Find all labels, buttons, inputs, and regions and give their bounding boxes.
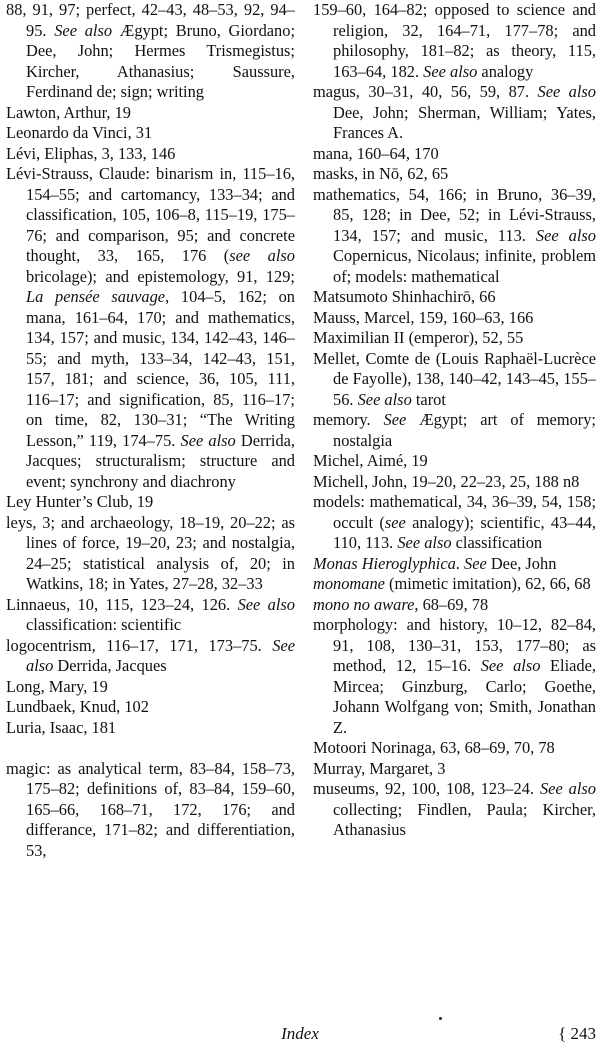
index-entry-italic: See — [383, 410, 407, 429]
index-entry-text: classification — [451, 533, 543, 552]
index-entry-italic: See also — [26, 635, 295, 675]
index-entry — [313, 554, 596, 575]
index-entry-text: Copernicus, Nicolaus; infinite, problem of; models: mathematical — [333, 246, 596, 286]
index-entry — [313, 164, 596, 185]
index-entry — [313, 308, 596, 329]
index-entry — [313, 82, 596, 144]
index-entry-text: analogy); scientific, 43–44, 110, 113. — [333, 512, 596, 552]
index-entry-text: leys, 3; and archaeology, 18–19, 20–22; as lines of force, 19–20, 23; and nostalgia, 24–25; statistical analysis of, 20; in Watkins, 18; in Yates, 27–28, 32–33 — [6, 512, 295, 593]
index-entry-text: , 104–5, 162; on mana, 161–64, 170; and mathematics, 134, 157; and music, 134, 142–43, 146–55; and myth, 133–34, 142–43, 151, 157, 181; and science, 36, 105, 111, 116–17; and signification, 85, 116–17; on time, 82, 130–31; “The Writing Lesson,” 119, 174–75. — [26, 287, 296, 450]
index-entry-text: Ley Hunter’s Club, 19 — [6, 492, 154, 511]
index-entry-italic: See also — [237, 594, 296, 614]
index-entry-text: Derrida, Jacques; structuralism; structure and event; synchrony and diachrony — [26, 430, 296, 491]
index-entry — [313, 328, 596, 349]
index-entry-text: analogy — [477, 61, 534, 81]
index-entry — [6, 595, 295, 636]
index-entry — [313, 144, 596, 165]
index-entry-text: masks, in Nō, 62, 65 — [313, 164, 449, 183]
index-entry — [6, 718, 295, 739]
index-entry-text: Lundbaek, Knud, 102 — [6, 697, 149, 716]
index-entry — [6, 0, 295, 103]
index-entry — [313, 185, 596, 288]
index-entry-text: memory. — [313, 410, 384, 429]
index-entry-italic: La pensée sauvage — [26, 287, 166, 306]
index-entry-text: Leonardo da Vinci, 31 — [6, 123, 153, 142]
index-entry-italic: See also — [480, 656, 541, 675]
index-entry-italic: See also — [397, 533, 452, 552]
index-entry-text: classification: scientific — [26, 615, 182, 634]
index-entry-italic: See also — [539, 779, 596, 798]
index-entry-text: (mimetic imitation), 62, 66, 68 — [384, 574, 591, 593]
index-entry-text: Lévi, Eliphas, 3, 133, 146 — [6, 143, 176, 163]
index-entry — [313, 738, 596, 759]
index-entry-text: Long, Mary, 19 — [6, 676, 108, 696]
index-entry — [6, 144, 295, 165]
index-entry-text: Ægypt; art of memory; nostalgia — [333, 410, 596, 450]
index-entry-text: Matsumoto Shinhachirō, 66 — [313, 287, 496, 306]
index-entry-text: collecting; Findlen, Paula; Kircher, Athanasius — [333, 799, 596, 839]
index-entry — [6, 164, 295, 492]
index-entry-text: . — [455, 553, 464, 573]
index-entry-text: logocentrism, 116–17, 171, 173–75. — [6, 635, 273, 655]
index-column-right — [313, 0, 596, 841]
index-entry-italic: See also — [423, 61, 478, 81]
running-footer-title: Index — [281, 1024, 319, 1043]
index-entry — [313, 287, 596, 308]
index-entry — [6, 759, 295, 862]
index-entry-text: Michel, Aimé, 19 — [313, 451, 428, 470]
index-entry — [6, 123, 295, 144]
index-entry-italic: see — [384, 512, 406, 532]
index-entry-text: morphology: and history, 10–12, 82–84, 91, 108, 130–31, 153, 177–80; as method, 12, 15–16. — [313, 615, 596, 675]
index-entry-text: 159–60, 164–82; opposed to science and religion, 32, 164–71, 177–78; and philosophy, 181–82; as theory, 115, 163–64, 182. — [313, 0, 596, 81]
index-entry — [313, 779, 596, 841]
index-entry-italic: see also — [229, 246, 295, 265]
index-entry — [313, 349, 596, 411]
index-entry-italic: monomane — [313, 574, 385, 593]
index-entry-text: magus, 30–31, 40, 56, 59, 87. — [313, 82, 538, 101]
index-entry-text: museums, 92, 100, 108, 123–24. — [313, 779, 540, 798]
index-entry-text: mathematics, 54, 166; in Bruno, 36–39, 85, 128; in Dee, 52; in Lévi-Strauss, 134, 157; and music, 113. — [313, 184, 596, 245]
index-entry-text: Luria, Isaac, 181 — [6, 717, 117, 737]
index-entry — [6, 103, 295, 124]
index-entry-italic: Monas Hieroglyphica — [313, 553, 456, 573]
index-entry-text: Dee, John — [486, 553, 557, 573]
index-entry-text: tarot — [411, 389, 446, 409]
index-entry-text: Dee, John; Sherman, William; Yates, Frances A. — [333, 102, 596, 142]
index-entry-italic: mono no aware — [313, 594, 415, 614]
index-entry-italic: See also — [180, 430, 236, 450]
index-entry — [6, 697, 295, 718]
index-entry — [313, 492, 596, 554]
index-entry — [313, 615, 596, 738]
index-entry-text: Derrida, Jacques — [53, 656, 167, 675]
index-entry-text: 88, 91, 97; perfect, 42–43, 48–53, 92, 94–95. — [6, 0, 295, 40]
index-entry-italic: See — [464, 553, 487, 573]
index-column-left — [6, 0, 295, 861]
index-entry — [313, 595, 596, 616]
index-entry-text: models: mathematical, 34, 36–39, 54, 158; occult ( — [313, 492, 596, 532]
index-entry-text: , 68–69, 78 — [414, 594, 489, 614]
index-entry — [6, 677, 295, 698]
index-entry-text: Maximilian II (emperor), 52, 55 — [313, 328, 524, 347]
index-entry-italic: See also — [537, 82, 596, 101]
page-number: { 243 — [558, 1024, 596, 1043]
index-entry — [313, 451, 596, 472]
index-entry-text: Ægypt; Bruno, Giordano; Dee, John; Hermes Trismegistus; Kircher, Athanasius; Saussure, Ferdinand de; sign; writing — [26, 20, 295, 101]
index-entry-italic: See also — [54, 20, 113, 40]
index-entry-text: Motoori Norinaga, 63, 68–69, 70, 78 — [313, 738, 555, 757]
index-entry-italic: See also — [535, 225, 596, 245]
index-entry — [313, 0, 596, 82]
index-entry-text: Michell, John, 19–20, 22–23, 25, 188 n8 — [313, 471, 580, 491]
index-entry-text: Lévi-Strauss, Claude: binarism in, 115–16, 154–55; and cartomancy, 133–34; and classification, 105, 106–8, 115–19, 175–76; and comparison, 95; and concrete thought, 33, 165, 176 ( — [6, 164, 295, 265]
index-entry — [6, 492, 295, 513]
index-entry — [313, 759, 596, 780]
index-entry — [313, 410, 596, 451]
index-entry-text: Murray, Margaret, 3 — [313, 758, 446, 778]
ink-speck — [439, 1017, 442, 1020]
index-entry — [313, 472, 596, 493]
index-entry-text: magic: as analytical term, 83–84, 158–73, 175–82; definitions of, 83–84, 159–60, 165–66, 168–71, 172, 176; and differance, 171–82; and differentiation, 53, — [6, 758, 295, 860]
index-entry — [6, 636, 295, 677]
index-entry — [6, 513, 295, 595]
index-entry-text: Eliade, Mircea; Ginzburg, Carlo; Goethe, Johann Wolfgang von; Smith, Jonathan Z. — [333, 656, 596, 737]
index-entry-text: Lawton, Arthur, 19 — [6, 102, 131, 122]
index-entry-text: Mellet, Comte de (Louis Raphaël-Lucrèce de Fayolle), 138, 140–42, 143–45, 155–56. — [313, 348, 596, 409]
index-entry — [313, 574, 596, 595]
index-entry-italic: See also — [357, 389, 412, 409]
index-entry-text: bricolage); and epistemology, 91, 129; — [26, 266, 295, 286]
index-entry-text: Linnaeus, 10, 115, 123–24, 126. — [6, 594, 238, 614]
index-entry-text: Mauss, Marcel, 159, 160–63, 166 — [313, 307, 534, 327]
index-entry-text: mana, 160–64, 170 — [313, 143, 439, 163]
